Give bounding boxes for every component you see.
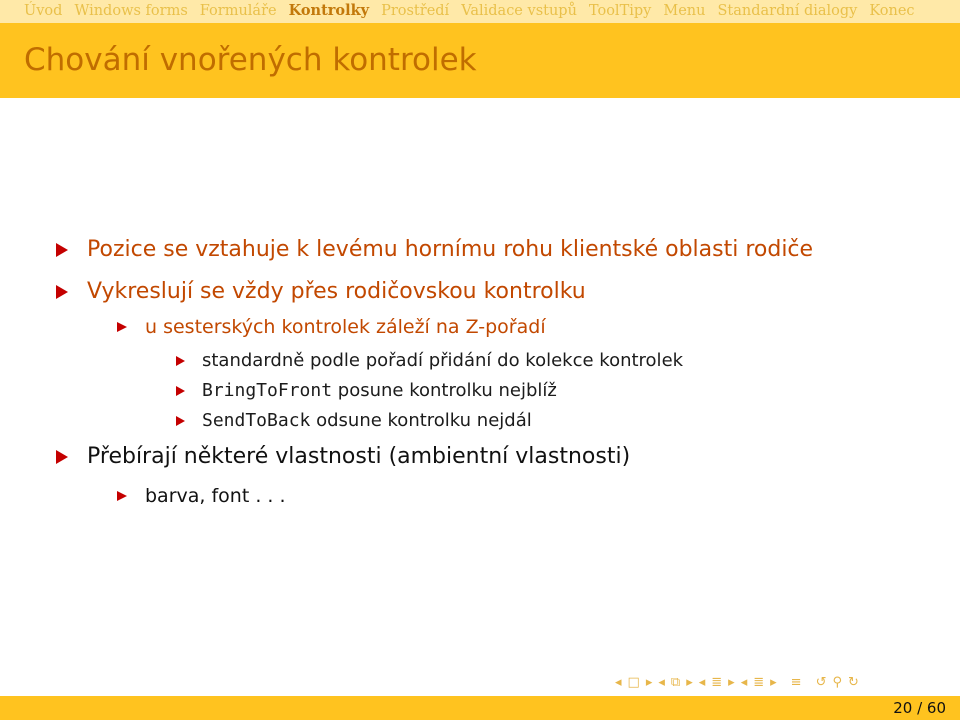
bullet-text: odsune kontrolku nejdál [310,410,532,431]
bullet-text: Pozice se vztahuje k levému hornímu rohu klientské oblasti rodiče [87,237,814,262]
beamer-navigation [615,673,859,691]
nav-item-formulare[interactable]: Formuláře [199,3,277,19]
nav-item-windows-forms[interactable]: Windows forms [74,3,188,19]
align-icon[interactable]: ≡ [790,674,802,690]
prev-section-icon[interactable]: ◂ [740,674,748,690]
bullet-triangle-icon [176,356,185,366]
bullet-text: u sesterských kontrolek záleží na Z-pořadí [145,316,546,338]
bullet-triangle-icon [176,386,185,396]
nav-item-uvod[interactable]: Úvod [24,3,63,19]
bullet-text: barva, font . . . [145,485,286,507]
section-icon[interactable]: ≣ [753,674,765,690]
footer-bar [0,696,960,720]
prev-frame-icon[interactable]: ◂ [658,674,665,690]
bullet-triangle-icon [56,243,68,257]
nav-item-validace-vstupu[interactable]: Validace vstupů [461,3,577,19]
next-slide-icon[interactable]: ▸ [645,674,653,690]
search-icon[interactable]: ⚲ [832,674,842,690]
bullet-triangle-icon [117,491,127,501]
nav-item-konec[interactable]: Konec [869,3,915,19]
bullet-triangle-icon [176,416,185,426]
next-frame-icon[interactable]: ▸ [686,674,693,690]
nav-item-menu[interactable]: Menu [663,3,706,19]
bullet-text: standardně podle pořadí přidání do kolekce kontrolek [202,350,684,371]
bullet-text: Vykreslují se vždy přes rodičovskou kontrolku [87,279,586,304]
prev-subsection-icon[interactable]: ◂ [698,674,706,690]
search-forward-icon[interactable]: ↻ [848,674,859,690]
bullet-item [56,279,586,304]
search-back-icon[interactable]: ↺ [815,674,827,690]
next-subsection-icon[interactable]: ▸ [728,674,735,690]
frame-title: Chování vnořených kontrolek [24,42,477,78]
nav-item-standardni-dialogy[interactable]: Standardní dialogy [717,3,858,19]
nav-item-tooltipy[interactable]: ToolTipy [588,3,652,19]
bullet-triangle-icon [56,450,68,464]
bullet-item [117,316,546,338]
code-sendtoback: SendToBack [202,410,311,431]
page-number: 20 / 60 [893,699,946,717]
slide-icon[interactable]: □ [627,674,640,690]
bullet-item [176,410,532,431]
bullet-item [176,380,557,401]
bullet-item [176,350,683,371]
bullet-text: posune kontrolku nejblíž [332,380,557,401]
next-section-icon[interactable]: ▸ [770,674,777,690]
bullet-item [117,485,286,507]
bullet-item [56,237,813,262]
nav-item-kontrolky[interactable]: Kontrolky [288,2,370,19]
prev-slide-icon[interactable]: ◂ [615,674,622,690]
bullet-item [56,444,630,469]
subsection-icon[interactable]: ≣ [711,674,723,690]
code-bringtofront: BringToFront [202,380,333,401]
bullet-triangle-icon [117,322,127,332]
frame-icon[interactable]: ⧉ [670,674,681,690]
bullet-triangle-icon [56,285,68,299]
nav-item-prostredi[interactable]: Prostředí [381,3,450,19]
bullet-text: Přebírají některé vlastnosti (ambientní vlastnosti) [87,444,631,469]
